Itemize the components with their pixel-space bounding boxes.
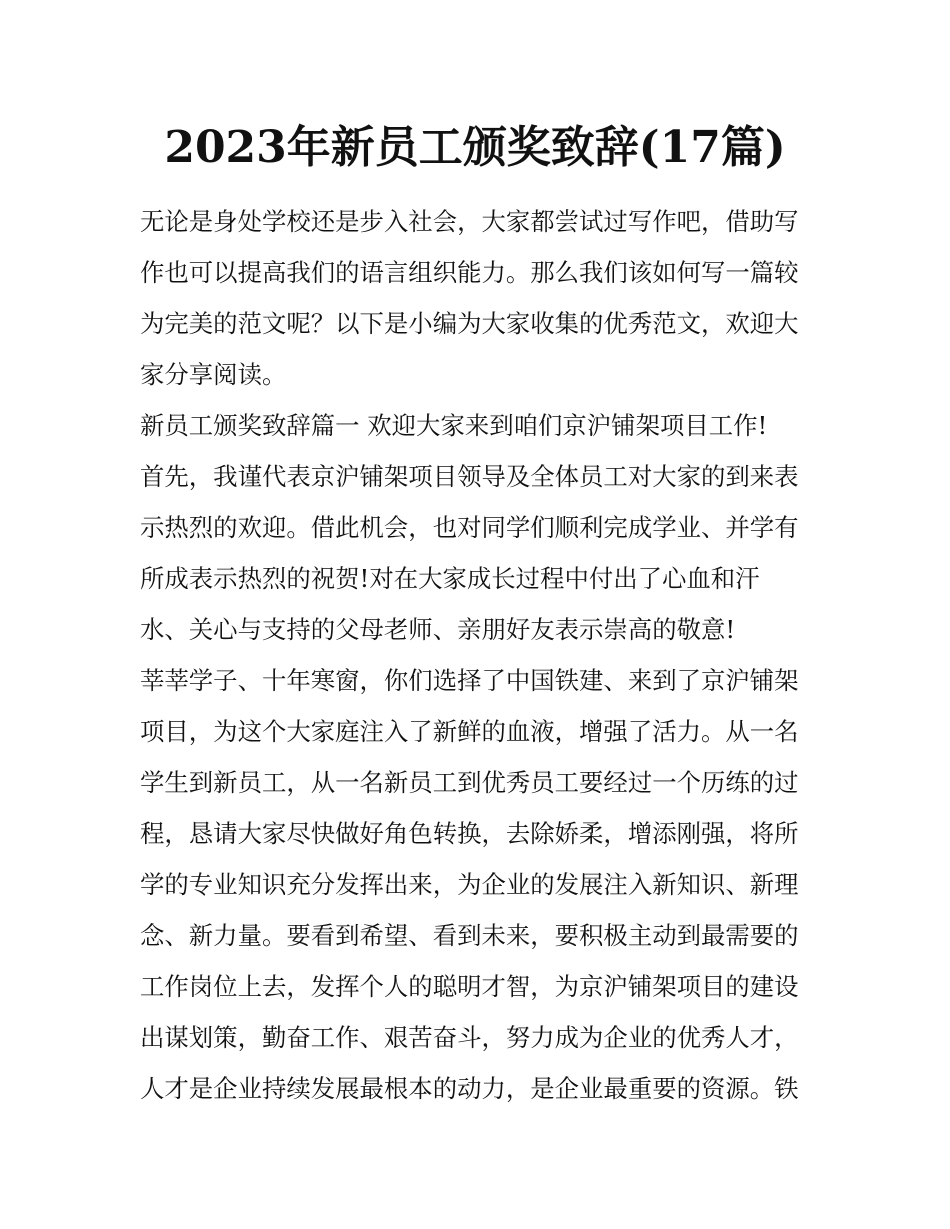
paragraph-line-13: 程，恳请大家尽快做好角色转换，去除娇柔，增添刚强，将所 <box>140 819 799 848</box>
paragraph-line-10: 莘莘学子、十年寒窗，你们选择了中国铁建、来到了京沪铺架 <box>140 666 799 695</box>
paragraph-line-17: 出谋划策，勤奋工作、艰苦奋斗，努力成为企业的优秀人才， <box>140 1023 799 1052</box>
paragraph-line-16: 工作岗位上去，发挥个人的聪明才智，为京沪铺架项目的建设 <box>140 972 799 1001</box>
paragraph-line-15: 念、新力量。要看到希望、看到未来，要积极主动到最需要的 <box>140 921 799 950</box>
paragraph-line-6: 首先，我谨代表京沪铺架项目领导及全体员工对大家的到来表 <box>140 462 799 491</box>
paragraph-line-18: 人才是企业持续发展最根本的动力，是企业最重要的资源。铁 <box>140 1074 799 1103</box>
paragraph-line-11: 项目，为这个大家庭注入了新鲜的血液，增强了活力。从一名 <box>140 717 799 746</box>
paragraph-line-5: 新员工颁奖致辞篇一 欢迎大家来到咱们京沪铺架项目工作! <box>140 411 768 440</box>
paragraph-line-14: 学的专业知识充分发挥出来，为企业的发展注入新知识、新理 <box>140 870 799 899</box>
paragraph-line-7: 示热烈的欢迎。借此机会，也对同学们顺利完成学业、并学有 <box>140 513 799 542</box>
paragraph-line-2: 作也可以提高我们的语言组织能力。那么我们该如何写一篇较 <box>140 258 799 287</box>
paragraph-line-1: 无论是身处学校还是步入社会，大家都尝试过写作吧，借助写 <box>140 207 799 236</box>
paragraph-line-12: 学生到新员工，从一名新员工到优秀员工要经过一个历练的过 <box>140 768 799 797</box>
paragraph-line-3: 为完美的范文呢？以下是小编为大家收集的优秀范文，欢迎大 <box>140 309 799 338</box>
paragraph-line-4: 家分享阅读。 <box>140 360 287 389</box>
paragraph-line-8: 所成表示热烈的祝贺!对在大家成长过程中付出了心血和汗 <box>140 564 760 593</box>
paragraph-line-9: 水、关心与支持的父母老师、亲朋好友表示崇高的敬意! <box>140 615 736 644</box>
document-title: 2023年新员工颁奖致辞(17篇) <box>164 122 786 173</box>
